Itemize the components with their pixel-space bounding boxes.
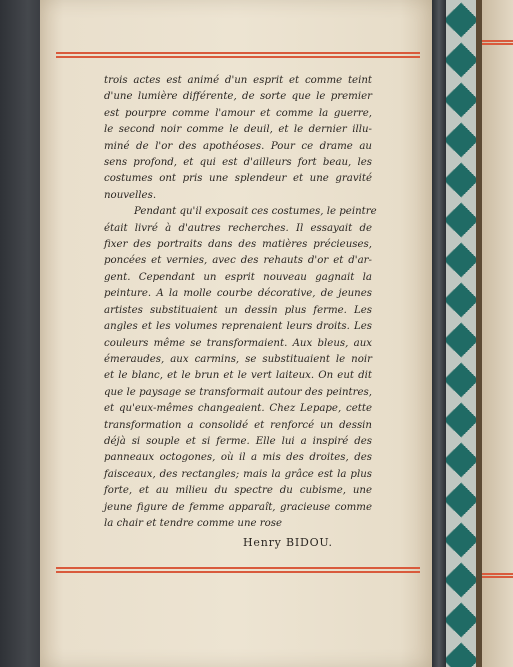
text-line: faisceaux, des rectangles; mais la grâce est la plus bbox=[104, 468, 372, 480]
text-line: transformation a consolidé et renforcé un dessin bbox=[104, 419, 372, 431]
text-line: et qu'eux-mêmes changeaient. Chez Lepape, cette bbox=[104, 403, 372, 415]
text-line: poncées et vernies, avec des rehauts d'or et d'ar- bbox=[104, 255, 372, 267]
bottom-decorative-rule bbox=[56, 567, 420, 573]
text-line: d'une lumière différente, de sorte que le premier bbox=[104, 91, 372, 103]
text-line: jeune figure de femme apparaît, gracieuse comme bbox=[104, 501, 372, 513]
body-text bbox=[104, 73, 377, 532]
text-line: était livré à d'autres recherches. Il essayait de bbox=[104, 222, 372, 234]
book-spine bbox=[432, 0, 446, 667]
text-line: fixer des portraits dans des matières précieuses, bbox=[104, 239, 372, 251]
text-line: angles et les volumes reprenaient leurs droits. Les bbox=[104, 321, 372, 333]
text-line: panneaux octogones, où il a mis des droites, des bbox=[104, 452, 372, 464]
top-decorative-rule bbox=[56, 52, 420, 58]
text-line: gent. Cependant un esprit nouveau gagnait la bbox=[104, 271, 372, 283]
text-line: peinture. A la molle courbe décorative, de jeunes bbox=[104, 288, 372, 300]
text-line: sens profond, et qui est d'ailleurs fort beau, les bbox=[104, 157, 372, 169]
author-signature: Henry BIDOU. bbox=[243, 536, 333, 549]
text-line: la chair et tendre comme une rose bbox=[104, 517, 283, 529]
adjacent-page bbox=[482, 0, 513, 667]
text-line: le second noir comme le deuil, et le dernier illu- bbox=[104, 124, 372, 136]
adjacent-page-rule-bottom bbox=[482, 573, 513, 578]
text-line: Pendant qu'il exposait ces costumes, le peintre bbox=[134, 206, 377, 218]
text-line: trois actes est animé d'un esprit et comme teint bbox=[104, 75, 372, 86]
text-line: et le blanc, et le brun et le vert laiteux. On eut dit bbox=[104, 370, 372, 382]
text-line: émeraudes, aux carmins, se substituaient le noir bbox=[104, 353, 372, 365]
cover-pattern bbox=[446, 0, 476, 667]
text-line: costumes ont pris une splendeur et une gravité bbox=[104, 173, 372, 185]
text-line: forte, et au milieu du spectre du cubisme, une bbox=[104, 485, 372, 497]
text-line: déjà si souple et si ferme. Elle lui a inspiré des bbox=[104, 435, 372, 447]
desk-background bbox=[0, 0, 40, 667]
text-line: couleurs même se transformaient. Aux bleus, aux bbox=[104, 337, 372, 349]
text-line: est pourpre comme l'amour et comme la guerre, bbox=[104, 107, 372, 119]
text-line: miné de l'or des apothéoses. Pour ce drame au bbox=[104, 140, 372, 152]
adjacent-page-rule-top bbox=[482, 40, 513, 45]
text-line: artistes substituaient un dessin plus ferme. Les bbox=[104, 304, 372, 316]
text-line: nouvelles. bbox=[104, 189, 157, 201]
text-line: que le paysage se transformait autour des peintres, bbox=[104, 386, 372, 398]
